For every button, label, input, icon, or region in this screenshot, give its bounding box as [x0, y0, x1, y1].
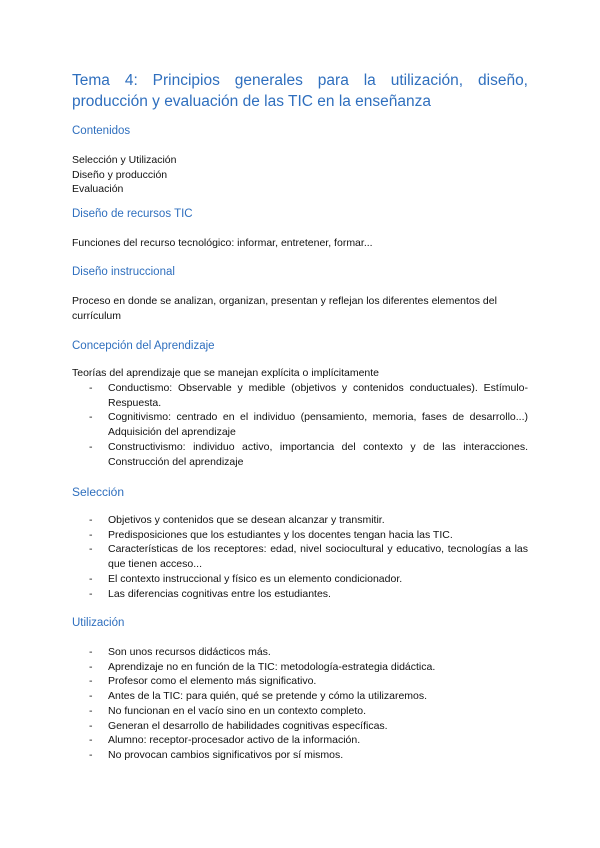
contenidos-line: Selección y Utilización — [72, 154, 177, 166]
heading-diseno-recursos: Diseño de recursos TIC — [72, 208, 193, 220]
contenidos-list — [72, 153, 528, 197]
list-item-text: Constructivismo: individuo activo, importancia del contexto y de las interacciones. Construcción del aprendizaje — [108, 440, 528, 468]
concepcion-intro: Teorías del aprendizaje que se manejan explícita o implícitamente — [72, 367, 380, 379]
heading-contenidos: Contenidos — [72, 125, 131, 137]
list-item-text: Alumno: receptor-procesador activo de la información. — [108, 734, 361, 747]
list-item — [72, 572, 528, 587]
list-item-text: Generan el desarrollo de habilidades cognitivas específicas. — [108, 719, 388, 732]
heading-seleccion: Selección — [72, 485, 125, 499]
bullet-dash: - — [89, 543, 93, 556]
bullet-dash: - — [89, 675, 93, 688]
bullet-dash: - — [89, 734, 93, 747]
list-item-text: Antes de la TIC: para quién, qué se pretende y cómo la utilizaremos. — [108, 690, 428, 703]
page-title: Tema 4: Principios generales para la utilización, diseño, producción y evaluación de las TIC en la enseñanza — [72, 72, 528, 110]
list-item — [72, 440, 528, 469]
list-item-text: El contexto instruccional y físico es un elemento condicionador. — [108, 572, 403, 585]
list-item-text: Conductismo: Observable y medible (objetivos y contenidos conductuales). Estímulo-Respuesta. — [108, 382, 528, 409]
list-item — [72, 660, 528, 675]
list-item — [72, 704, 528, 719]
contenidos-line: Evaluación — [72, 183, 124, 195]
bullet-dash: - — [89, 572, 93, 585]
bullet-dash: - — [89, 748, 93, 761]
list-item — [72, 733, 528, 748]
heading-concepcion: Concepción del Aprendizaje — [72, 340, 215, 352]
bullet-dash: - — [89, 690, 93, 703]
list-item-text: Aprendizaje no en función de la TIC: metodología-estrategia didáctica. — [108, 660, 436, 673]
list-item-text: No funcionan en el vacío sino en un contexto completo. — [108, 704, 366, 717]
bullet-dash: - — [89, 719, 93, 732]
list-item — [72, 689, 528, 704]
bullet-dash: - — [89, 514, 93, 526]
bullet-dash: - — [89, 440, 93, 453]
seleccion-list — [72, 513, 528, 601]
bullet-dash: - — [89, 646, 93, 658]
list-item-text: Las diferencias cognitivas entre los estudiantes. — [108, 587, 331, 600]
utilizacion-list — [72, 645, 528, 763]
heading-utilizacion: Utilización — [72, 617, 125, 629]
list-item-text: Cognitivismo: centrado en el individuo (pensamiento, memoria, fases de desarrollo...) Adquisición del aprendizaje — [108, 411, 528, 439]
list-item — [72, 513, 528, 528]
concepcion-list — [72, 381, 528, 469]
heading-diseno-instruccional: Diseño instruccional — [72, 266, 175, 278]
bullet-dash: - — [89, 704, 93, 717]
list-item-text: Son unos recursos didácticos más. — [108, 646, 271, 658]
bullet-dash: - — [89, 660, 93, 673]
bullet-dash: - — [89, 587, 93, 600]
list-item — [72, 528, 528, 543]
bullet-dash: - — [89, 411, 93, 424]
list-item — [72, 645, 528, 660]
bullet-dash: - — [89, 528, 93, 541]
diseno-instruccional-text: Proceso en donde se analizan, organizan, presentan y reflejan los diferentes elementos del currículum — [72, 295, 497, 322]
list-item-text: Características de los receptores: edad, nivel sociocultural y educativo, tecnologías a las que tienen acceso... — [108, 543, 528, 571]
diseno-recursos-text: Funciones del recurso tecnológico: informar, entretener, formar... — [72, 237, 373, 249]
list-item — [72, 748, 528, 763]
list-item — [72, 674, 528, 689]
list-item-text: Predisposiciones que los estudiantes y los docentes tengan hacia las TIC. — [108, 528, 453, 541]
contenidos-line: Diseño y producción — [72, 168, 168, 181]
bullet-dash: - — [89, 382, 93, 394]
list-item — [72, 542, 528, 571]
list-item-text: Objetivos y contenidos que se desean alcanzar y transmitir. — [108, 514, 385, 526]
list-item — [72, 410, 528, 439]
list-item-text: Profesor como el elemento más significativo. — [108, 675, 317, 688]
list-item — [72, 587, 528, 602]
list-item-text: No provocan cambios significativos por sí mismos. — [108, 748, 344, 761]
list-item — [72, 719, 528, 734]
list-item — [72, 381, 528, 410]
